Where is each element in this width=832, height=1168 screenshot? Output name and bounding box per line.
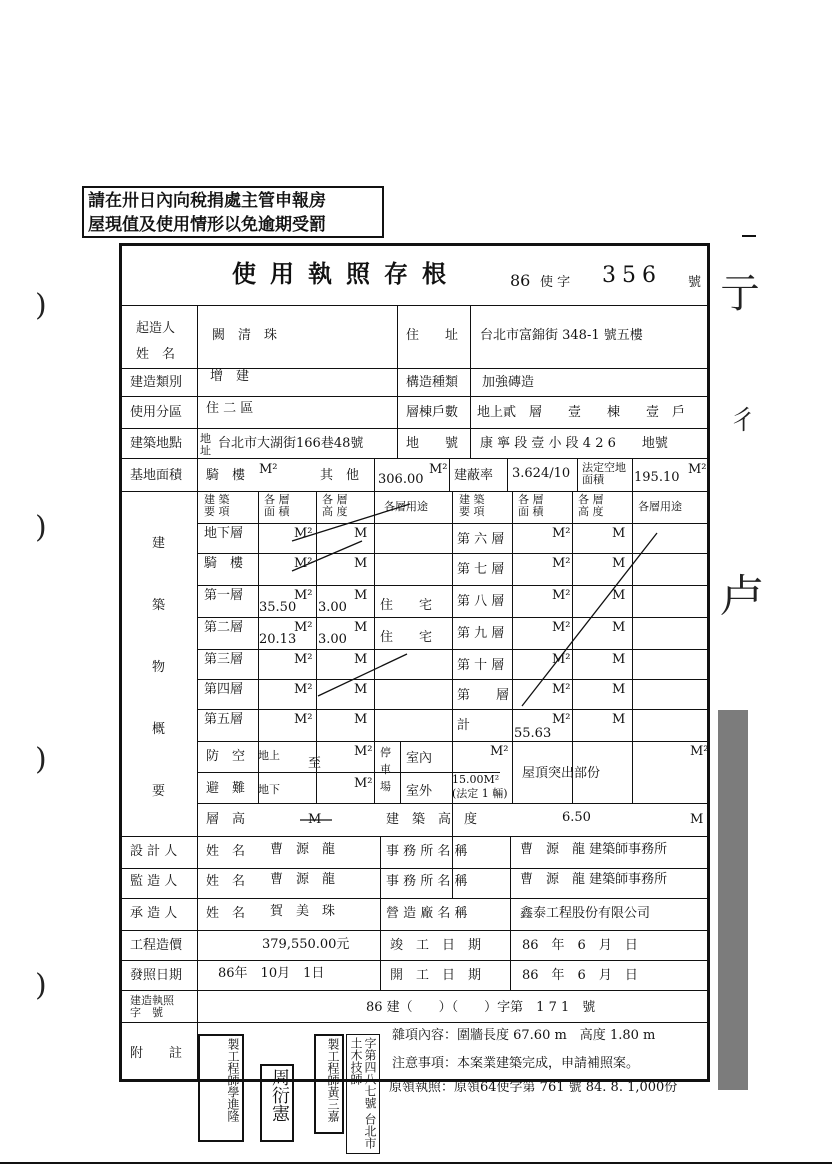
col-area-r: 各 層 面 積 (518, 493, 544, 518)
col-item-r: 建 築 要 項 (459, 493, 485, 518)
label-parking: 停 車 場 (380, 746, 391, 793)
unit-label: M² (294, 526, 313, 541)
label-cost: 工程造價 (130, 938, 183, 953)
label-indoor: 室內 (406, 751, 433, 766)
supervisor-name: 曹 源 龍 (270, 872, 336, 887)
label-refuge: 避 難 (206, 781, 246, 796)
zone: 住 二 區 (206, 401, 254, 416)
license-stamp: 字第四八七號 台北市土木技師 (346, 1034, 380, 1154)
col-area: 各 層 面 積 (264, 493, 290, 518)
col-use-r: 各層用途 (638, 500, 682, 513)
floor-height: 3.00 (318, 632, 347, 647)
label-buildings: 建 築 物 概 要 (152, 536, 166, 799)
notice-line-1: 請在卅日內向稅捐處主管申報房 (88, 191, 326, 211)
unit-label: M (612, 652, 626, 667)
label-remarks: 附 註 (130, 1046, 183, 1061)
unit-label: M (354, 652, 368, 667)
floor-name: 第四層 (204, 682, 244, 697)
permit-no: 86 建（ ）（ ）字第 1 7 1 號 (366, 1000, 596, 1015)
floor-name-right: 第 八 層 (457, 594, 505, 609)
label-lot: 地 號 (406, 436, 459, 451)
floor-name-right: 第 七 層 (457, 562, 505, 577)
label-designer: 設 計 人 (130, 844, 178, 859)
outdoor-value: 15.00M² (452, 773, 500, 786)
label-issue: 發照日期 (130, 968, 183, 983)
total-area: 55.63 (514, 726, 552, 741)
label-supervisor: 監 造 人 (130, 874, 178, 889)
permit-suffix: 號 (688, 275, 702, 290)
scan-edge (0, 1162, 832, 1164)
scan-noise (718, 710, 748, 1090)
unit-label: M² (552, 682, 571, 697)
unit-label: M (354, 588, 368, 603)
floor-area: 20.13 (259, 632, 297, 647)
label-build-type: 建造類別 (130, 375, 183, 390)
permit-year: 86 (510, 271, 531, 290)
col-item: 建 築 要 項 (204, 493, 230, 518)
owner-name: 闕 清 珠 (212, 328, 278, 343)
unit-label: M² (552, 556, 571, 571)
issue-date: 86年 10月 1日 (218, 966, 325, 981)
unit-label: M² (552, 620, 571, 635)
contractor-firm: 鑫泰工程股份有限公司 (520, 906, 651, 921)
build-type: 增 建 (210, 369, 250, 384)
unit-label: M² (552, 712, 571, 727)
tax-notice (82, 186, 384, 238)
label-bldg-height: 建 築 高 度 (386, 812, 478, 827)
unit-label: M² (294, 620, 313, 635)
arcade-unit: M² (259, 462, 278, 477)
label-contractor: 承 造 人 (130, 906, 178, 921)
permit-form: 使用執照存根 86 使 字 356 號 起造人 姓 名 闕 清 珠 住 址 台北市富錦街 348-1 號五樓 建造類別 增 建 構造種類 加強磚造 使用分區 住 二 區 層棟戶數 地上貳 層 壹 棟 壹 戶 建築地點 地址 台北市大湖街166巷48號 地 號 康 寧 段 壹 小 段 4 2 6 地號 基地面積 騎 樓 M² 其 他 306.00 M² 建蔽率 3.624/10 法定空地面積 195.10 M² 建 築 物 概 要 建 築 要 項 各 層 面 積 各 層 高 度 各層用途 建 築 要 項 各 層 面 積 各 層 高 度 各層用途 地下層 M² M 第 六 層 M² M 騎 樓 M² M 第 七 層 M² M 第一層 35.50 M² 3.00 M 住 宅 第 八 層 M² M 第二層 20.13 M² 3.00 M 住 宅 第 九 層 M² M 第三層 M² M 第 十 層 M² M 第四層 M² M 第 層 M² M 第五層 M² M 計 M² M 55.63 防 空 地上 至 M² 避 難 地下 M² 停 車 場 室內 M² 室外 15.00M² (法定 1 輛) 屋頂突出部份 M² 層 高 M 建 築 高 度 6.50 M 設 計 人 姓 名 曹 源 龍 事 務 所 名 稱 曹 源 龍 建築師事務所 監 造 人 姓 名 曹 源 龍 事 務 所 名 稱 曹 源 龍 建築師事務所 承 造 人 姓 名 賀 美 珠 營 造 廠 名 稱 鑫泰工程股份有限公司 工程造價 379,550.00元 竣 工 日 期 86 年 6 月 日 發照日期 86年 10月 1日 開 工 日 期 86 年 6 月 日 建造執照 字 號 86 建（ ）（ ）字第 1 7 1 號 附 註 雜項內容：圍牆長度 67.60 m 高度 1.80 m 注意事項：本案業建築完成，申請補照案。 (119, 243, 710, 1082)
unit-label: M (612, 526, 626, 541)
legal-unit: M² (688, 462, 707, 477)
supervisor-office: 曹 源 龍 建築師事務所 (520, 872, 668, 887)
permit-number: 356 (602, 263, 662, 288)
label-shelter: 防 空 (206, 749, 246, 764)
owner-address: 台北市富錦街 348-1 號五樓 (480, 328, 643, 343)
floor-name: 第五層 (204, 712, 244, 727)
unit-label: M² (552, 652, 571, 667)
note-1: 雜項內容：圍牆長度 67.60 m 高度 1.80 m (392, 1028, 656, 1043)
floor-name-right: 第 九 層 (457, 626, 505, 641)
unit-label: M² (552, 588, 571, 603)
floor-name: 騎 樓 (204, 556, 244, 571)
seal-stamp: 周衍憲 (260, 1064, 294, 1142)
engineer-stamp: 製工程師學進隆 (198, 1034, 244, 1142)
label-owner: 起造人 姓 名 (136, 321, 176, 362)
legal-open-area: 195.10 (634, 470, 680, 485)
designer-name: 曹 源 龍 (270, 842, 336, 857)
note-2: 注意事項：本案業建築完成，申請補照案。 (392, 1056, 640, 1071)
unit-label: M (612, 682, 626, 697)
col-use: 各層用途 (384, 500, 428, 513)
floor-name-right: 第 層 (457, 688, 510, 703)
col-height: 各 層 高 度 (322, 493, 348, 518)
scan-mark (742, 235, 756, 237)
label-base-area: 基地面積 (130, 468, 183, 483)
notice-line-2: 屋現值及使用情形以免逾期受罰 (88, 215, 326, 235)
floor-height: 3.00 (318, 600, 347, 615)
floor-name: 第三層 (204, 652, 244, 667)
strike-marks (122, 246, 707, 1079)
unit-label: M (612, 620, 626, 635)
base-area: 306.00 (378, 472, 424, 487)
base-unit: M² (429, 462, 448, 477)
contractor-name: 賀 美 珠 (270, 904, 336, 919)
note-3: 原領執照：原領64使字第 761 號 84. 8. 1,000份 (389, 1080, 678, 1095)
scan-mark: 卢 (720, 571, 764, 622)
unit-label: M² (294, 652, 313, 667)
structure-type: 加強磚造 (482, 375, 535, 390)
complete-date: 86 年 6 月 日 (522, 938, 638, 953)
unit-label: M (354, 620, 368, 635)
label-other: 其 他 (320, 468, 360, 483)
label-floors: 層棟戶數 (406, 405, 459, 420)
permit-char: 使 字 (540, 275, 571, 290)
engineer-stamp-2: 製工程師黃三嘉 (314, 1034, 344, 1134)
unit-label: M (612, 712, 626, 727)
label-roof: 屋頂突出部份 (522, 766, 601, 781)
unit-label: M² (294, 682, 313, 697)
designer-office: 曹 源 龍 建築師事務所 (520, 842, 668, 857)
label-loc-sub: 地址 (200, 432, 211, 457)
floor-name: 地下層 (204, 526, 244, 541)
cost: 379,550.00元 (262, 937, 350, 952)
label-address: 住 址 (406, 328, 459, 343)
scan-mark: 亍 (720, 271, 760, 317)
floors-count: 地上貳 層 壹 棟 壹 戶 (477, 405, 686, 420)
label-legal-open: 法定空地面積 (582, 461, 626, 486)
floor-use: 住 宅 (380, 630, 433, 645)
scan-mark: ) (35, 742, 47, 777)
label-coverage: 建蔽率 (454, 468, 494, 483)
unit-label: M (354, 712, 368, 727)
outdoor-note: (法定 1 輛) (452, 787, 508, 800)
building-location: 台北市大湖街166巷48號 (218, 436, 364, 451)
coverage: 3.624/10 (512, 466, 571, 481)
floor-name-right: 第 十 層 (457, 658, 505, 673)
label-structure: 構造種類 (406, 375, 459, 390)
floor-name-right: 第 六 層 (457, 532, 505, 547)
label-floor-height: 層 高 (206, 812, 246, 827)
scan-mark: 彳 (730, 406, 757, 436)
unit-label: M² (294, 588, 313, 603)
form-title: 使用執照存根 (232, 259, 460, 288)
floor-use: 住 宅 (380, 598, 433, 613)
unit-label: M (612, 556, 626, 571)
unit-label: M (354, 556, 368, 571)
unit-label: M² (294, 712, 313, 727)
unit-label: M (354, 682, 368, 697)
label-zone: 使用分區 (130, 405, 183, 420)
unit-label: M² (294, 556, 313, 571)
unit-label: M (354, 526, 368, 541)
start-date: 86 年 6 月 日 (522, 968, 638, 983)
floor-area: 35.50 (259, 600, 297, 615)
label-location: 建築地點 (130, 436, 183, 451)
floor-name: 第一層 (204, 588, 244, 603)
unit-label: M² (552, 526, 571, 541)
scan-mark: ) (35, 510, 47, 545)
floor-name: 第二層 (204, 620, 244, 635)
lot-number: 康 寧 段 壹 小 段 4 2 6 地號 (480, 436, 668, 451)
scan-mark: ) (35, 288, 47, 323)
scan-mark: ) (35, 968, 47, 1003)
label-outdoor: 室外 (406, 784, 433, 799)
col-height-r: 各 層 高 度 (578, 493, 604, 518)
label-permit: 建造執照 字 號 (130, 994, 174, 1019)
unit-label: M (612, 588, 626, 603)
bldg-height: 6.50 (562, 810, 591, 825)
floor-name-right: 計 (457, 718, 471, 733)
label-arcade: 騎 樓 (206, 468, 246, 483)
